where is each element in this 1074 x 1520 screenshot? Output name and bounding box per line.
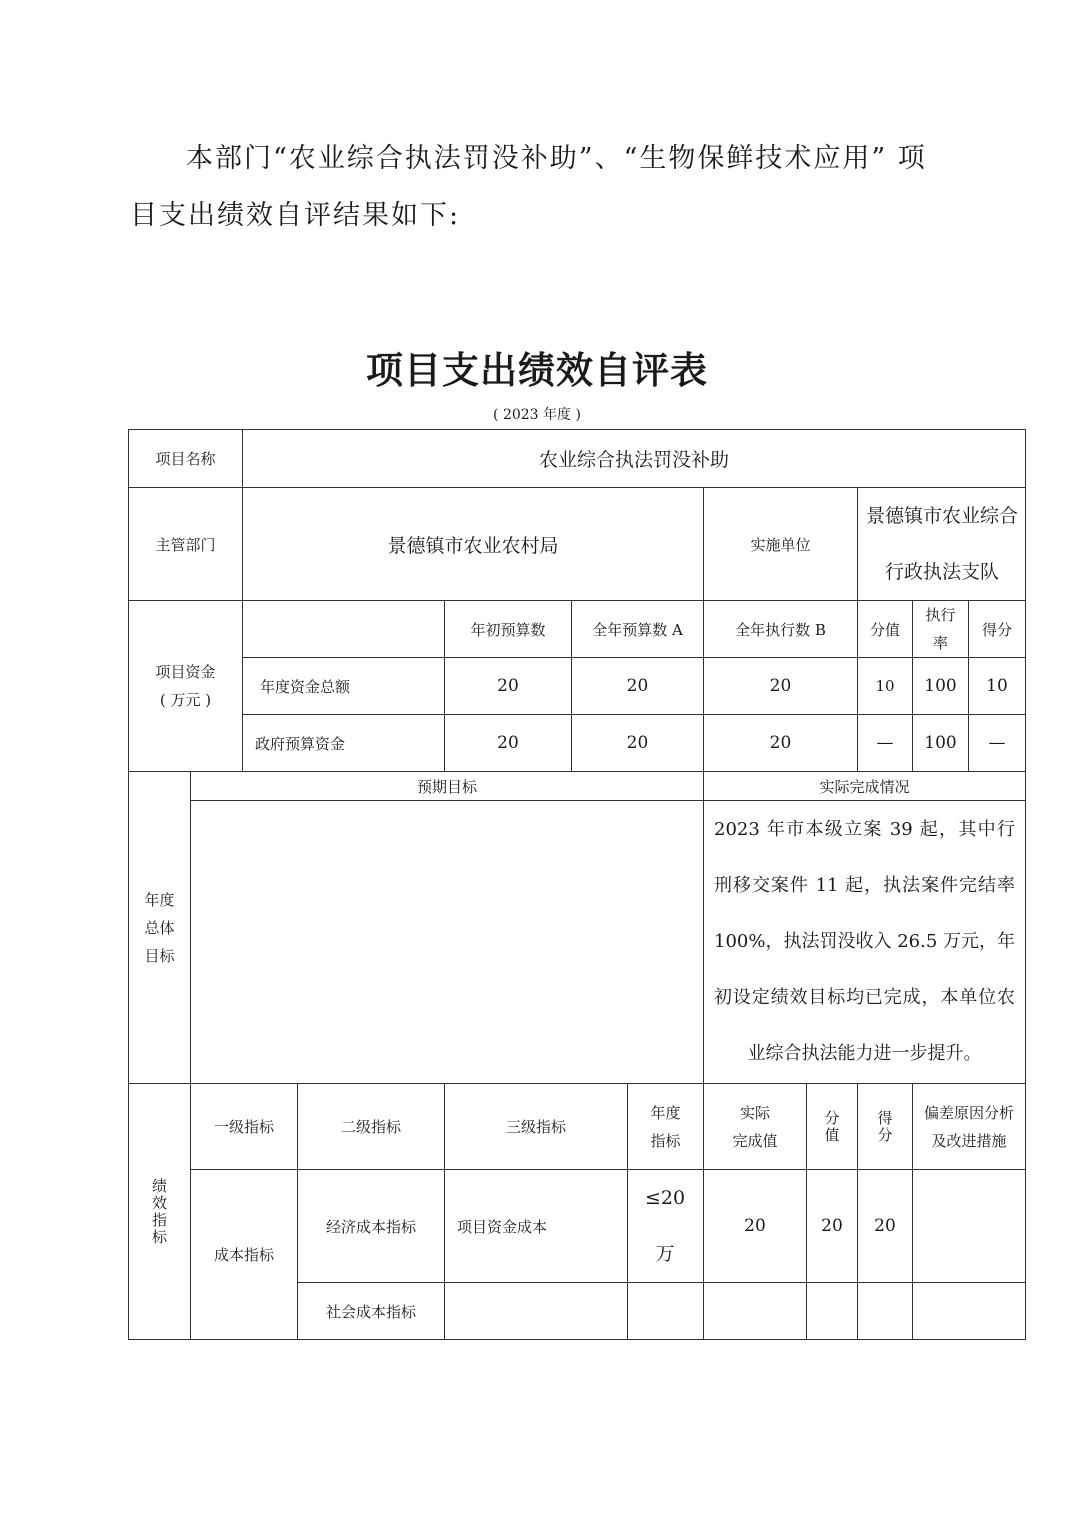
indicators-label: 绩 效 指 标 bbox=[151, 1176, 167, 1246]
ind-row-actual: 20 bbox=[744, 1216, 766, 1236]
ind-row-score: 20 bbox=[874, 1216, 896, 1236]
ind-row-level2: 经济成本指标 bbox=[325, 1217, 416, 1236]
funds-row-executed: 20 bbox=[769, 676, 792, 696]
funds-header-annual: 全年预算数 A bbox=[592, 620, 683, 639]
ind-row-actual bbox=[704, 1283, 806, 1339]
ind-row-level2: 社会成本指标 bbox=[325, 1302, 416, 1321]
project-name-value: 农业综合执法罚没补助 bbox=[538, 449, 729, 471]
funds-row-initial: 20 bbox=[497, 676, 519, 696]
ind-row-score-value: 20 bbox=[821, 1216, 843, 1236]
dept-value: 景德镇市农业农村局 bbox=[387, 534, 559, 557]
ind-header-level2: 二级指标 bbox=[340, 1118, 401, 1136]
table-title: 项目支出绩效自评表 bbox=[366, 348, 708, 392]
ind-header-score-value: 分 值 bbox=[824, 1108, 840, 1144]
dept-label: 主管部门 bbox=[155, 535, 216, 554]
ind-row-level3 bbox=[445, 1283, 627, 1339]
funds-header-score: 得分 bbox=[981, 620, 1012, 639]
ind-row-deviation bbox=[913, 1170, 1025, 1282]
funds-header-score-value: 分值 bbox=[869, 620, 900, 639]
funds-row-annual: 20 bbox=[626, 733, 649, 753]
funds-row-annual: 20 bbox=[626, 676, 649, 696]
ind-row-score-value bbox=[807, 1283, 857, 1339]
funds-row-score: 10 bbox=[986, 676, 1008, 696]
ind-header-deviation: 偏差原因分析 及改进措施 bbox=[923, 1103, 1014, 1150]
funds-label: 项目资金 ( 万元 ) bbox=[155, 663, 216, 709]
funds-row-score-value: — bbox=[876, 733, 894, 753]
ind-header-level3: 三级指标 bbox=[505, 1118, 566, 1136]
ind-level1-cost: 成本指标 bbox=[213, 1246, 274, 1264]
impl-unit-label: 实施单位 bbox=[750, 535, 811, 554]
goals-expected-header: 预期目标 bbox=[416, 777, 477, 796]
ind-header-level1: 一级指标 bbox=[213, 1118, 274, 1136]
funds-header-executed: 全年执行数 B bbox=[735, 620, 826, 639]
ind-row-annual: ≤20万 bbox=[644, 1187, 686, 1265]
goals-expected-text bbox=[191, 801, 703, 1083]
funds-row-score-value: 10 bbox=[875, 677, 895, 695]
goals-actual-text: 2023 年市本级立案 39 起，其中行刑移交案件 11 起，执法案件完结率 100%，执法罚没收入 26.5 万元，年初设定绩效目标均已完成，本单位农业综合执法能力进一步提升。 bbox=[714, 819, 1015, 1064]
impl-unit-value: 景德镇市农业综合行政执法支队 bbox=[865, 505, 1018, 583]
intro-line-1: 本部门“农业综合执法罚没补助”、“生物保鲜技术应用” 项 bbox=[186, 143, 927, 174]
funds-row-executed: 20 bbox=[769, 733, 792, 753]
funds-row-rate: 100 bbox=[924, 676, 957, 696]
funds-row-score: — bbox=[988, 733, 1006, 753]
ind-row-deviation bbox=[913, 1283, 1025, 1339]
goals-actual-header: 实际完成情况 bbox=[819, 777, 910, 796]
ind-row-annual bbox=[628, 1283, 703, 1339]
funds-header-rate: 执行率 bbox=[925, 606, 956, 652]
funds-row-initial: 20 bbox=[497, 733, 519, 753]
funds-row-name: 年度资金总额 bbox=[260, 677, 351, 696]
funds-row-name: 政府预算资金 bbox=[255, 734, 346, 753]
ind-header-annual: 年度 指标 bbox=[650, 1103, 681, 1150]
ind-header-score: 得 分 bbox=[877, 1108, 893, 1144]
year-label: ( 2023 年度 ) bbox=[493, 407, 581, 423]
ind-header-actual: 实际 完成值 bbox=[732, 1103, 778, 1150]
ind-row-level3: 项目资金成本 bbox=[457, 1217, 548, 1236]
project-name-label: 项目名称 bbox=[155, 450, 216, 468]
goals-label: 年度 总体 目标 bbox=[144, 890, 175, 965]
funds-header-initial: 年初预算数 bbox=[470, 620, 546, 639]
intro-line-2: 目支出绩效自评结果如下: bbox=[130, 200, 461, 231]
ind-row-score bbox=[858, 1283, 912, 1339]
funds-row-rate: 100 bbox=[924, 733, 957, 753]
